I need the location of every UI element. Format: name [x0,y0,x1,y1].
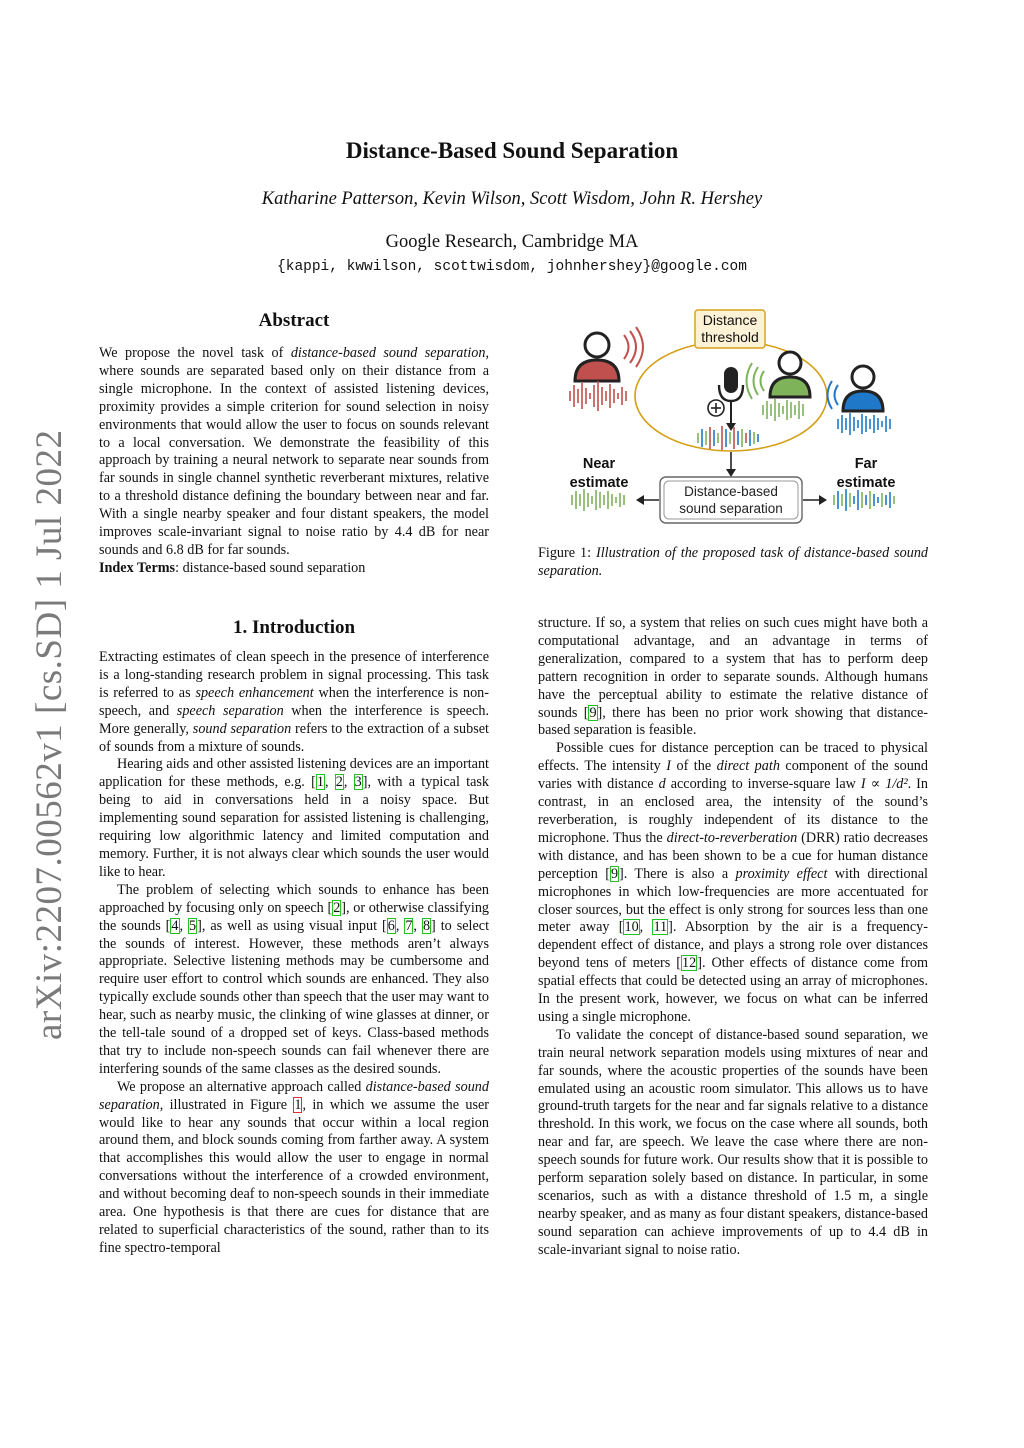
near-waveform [570,381,626,411]
mixture-waveform [698,426,758,450]
citation-link[interactable]: 9 [589,704,597,721]
separation-box-line2: sound separation [679,501,783,516]
right-paragraph-1: structure. If so, a system that relies on such cues might have both a computational advantage, and an advantage in terms of generalization, compared to a system that has to perform deep pattern recognition in order to separate sounds. Although humans have the perceptual ability to estimate the relative distance of sounds [9], there has been no prior work showing that distance-based separation is feasible. [538,615,928,739]
citation-link[interactable]: 8 [422,917,431,934]
middle-waveform [763,399,803,421]
intro-paragraph-4: We propose an alternative approach called distance-based sound separation, illustrated in Figure 1, in which we assume the user would like to hear any sounds that occur within a local region around them, and block sounds coming from farther away. A system that accomplishes this would allow the user to engage in normal conversations without the interference of a crowded environment, and without becoming deaf to non-speech sounds in their immediate area. One hypothesis is that there are cues for distance that are related to superficial characteristics of the sound, rather than to its fine spectro-temporal [99,1078,489,1256]
author-list: Katharine Patterson, Kevin Wilson, Scott Wisdom, John R. Hershey [261,189,763,209]
citation-link[interactable]: 11 [653,919,668,936]
citation-link[interactable]: 12 [682,955,697,972]
citation-link[interactable]: 9 [610,865,619,882]
right-column-body [538,615,928,1260]
figure-link[interactable]: 1 [294,1096,302,1113]
abstract-heading: Abstract [258,310,330,331]
threshold-label-line2: threshold [701,329,759,345]
mix-plus-icon [708,400,724,416]
far-speaker-icon [828,366,884,411]
citation-link[interactable]: 2 [335,774,343,791]
far-estimate-line1: Far [854,456,878,472]
introduction-heading: 1. Introduction [232,617,356,638]
citation-link[interactable]: 2 [333,899,341,916]
caption-label: Figure 1: [538,545,596,561]
citation-link[interactable]: 7 [405,917,413,934]
microphone-icon [719,367,743,431]
near-estimate-line2: estimate [569,475,629,491]
near-speaker-icon [575,327,643,381]
right-paragraph-3: To validate the concept of distance-based sound separation, we train neural network separation models using mixtures of near and far sounds, where the acoustic properties of the sounds have been emulated using an acoustic room simulator. This allows us to have ground-truth targets for the near and far signals relative to a distance threshold. In this work, we focus on the case where all sounds, both near and far, are speech. We leave the case where there are non-speech sounds for future work. Our results show that it is possible to perform separation solely based on distance. In particular, in some scenarios, such as with a distance threshold of 1.5 m, a single nearby speaker, and as many as four distant speakers, distance-based sound separation can achieve improvements of up to 4.4 dB in scale-invariant signal to noise ratio. [538,1026,928,1258]
threshold-label-line1: Distance [702,312,758,328]
right-paragraph-2: Possible cues for distance perception can be traced to physical effects. The intensity I of the direct path component of the sound varies with distance d according to inverse-square law I ∝ 1/d². In contrast, in an enclosed area, the intensity of the sound’s reverberation, is roughly independent of its distance to the microphone. Thus the direct-to-reverberation (DRR) ratio decreases with distance, and has been shown to be a cue for human distance perception [9]. There is also a proximity effect with directional microphones in which low-frequencies are more accentuated for closer sources, but the effect is only strong for sources less than one meter away [10, 11]. Absorption by the air is a frequency-dependent effect of distance, and plays a strong role over distances beyond tens of meters [12]. Other effects of distance come from spatial effects that could be detected using an array of microphones. In the present work, however, we focus on what can be inferred using a single microphone. [538,740,928,1025]
citation-link[interactable]: 5 [189,917,197,934]
middle-speaker-icon [747,352,811,399]
abstract-paragraph: We propose the novel task of distance-based sound separation, where sounds are separated based only on their distance from a single microphone. In the context of assisted listening devices, proximity provides a simple criterion for sound selection in noisy environments that would allow the user to focus on sounds relevant to a local conversation. We demonstrate the feasibility of this approach by training a neural network to separate near sounds from far sounds in single channel synthetic reverberant mixtures, relative to a threshold distance defining the boundary between near and far. With a single nearby speaker and four distant speakers, the model improves scale-invariant signal to noise ratio by 4.4 dB for near sounds and 6.8 dB for far sounds. [99,345,489,558]
intro-heading-wrap [99,617,489,639]
far-waveform [838,413,890,435]
citation-link[interactable]: 1 [316,774,324,791]
abstract-heading-wrap [99,310,489,332]
citation-link[interactable]: 6 [387,917,395,934]
near-estimate-line1: Near [582,456,616,472]
far-estimate-line2: estimate [836,475,896,491]
citation-link[interactable]: 3 [354,774,362,791]
author-emails: {kappi, kwwilson, scottwisdom, johnhershey}@google.com [277,259,747,275]
figure-1 [538,305,930,530]
index-terms: Index Terms: distance-based sound separation [99,559,366,576]
page-title: Distance-Based Sound Separation [345,138,679,163]
arxiv-identifier[interactable]: arXiv:2207.00562v1 [cs.SD] 1 Jul 2022 [29,429,70,1040]
citation-link[interactable]: 10 [624,919,639,936]
far-estimate-waveform [834,489,894,511]
separation-box-line1: Distance-based [684,484,778,499]
caption-text: Illustration of the proposed task of distance-based sound separation. [538,545,929,579]
intro-paragraph-2: Hearing aids and other assisted listening devices are an important application for these methods, e.g. [1, 2, 3], with a typical task being to aid in conversations held in a noisy space. But implementing sound separation for assisted listening is challenging, requiring low algorithmic latency and limited computation and memory. Further, it is not always clear which sounds the user would like to hear. [99,756,490,880]
introduction-body [99,649,489,1258]
intro-paragraph-1: Extracting estimates of clean speech in the presence of interference is a long-standing research problem in signal processing. This task is referred to as speech enhancement when the interference is non-speech, and speech separation when the interference is speech. More generally, sound separation refers to the extraction of a subset of sounds from a mixture of sounds. [99,649,490,755]
intro-paragraph-3: The problem of selecting which sounds to enhance has been approached by focusing only on speech [2], or otherwise classifying the sounds [4, 5], as well as using visual input [6, 7, 8] to select the sounds of interest. However, these methods aren’t always appropriate. Selective listening methods may be cumbersome and require user effort to control which sounds are enhanced. They also typically exclude sounds other than speech that the user may want to hear, such as nearby music, the clinking of wine glasses at dinner, or the tell-tale sound of a dropped set of keys. Class-based methods that try to include non-speech sounds can fail whenever there are interfering sounds of the same classes as the desired sounds. [99,881,490,1077]
citation-link[interactable]: 4 [171,917,179,934]
near-estimate-waveform [572,489,624,511]
affiliation: Google Research, Cambridge MA [385,232,639,252]
abstract-body [99,345,489,578]
figure-1-caption [538,544,928,580]
